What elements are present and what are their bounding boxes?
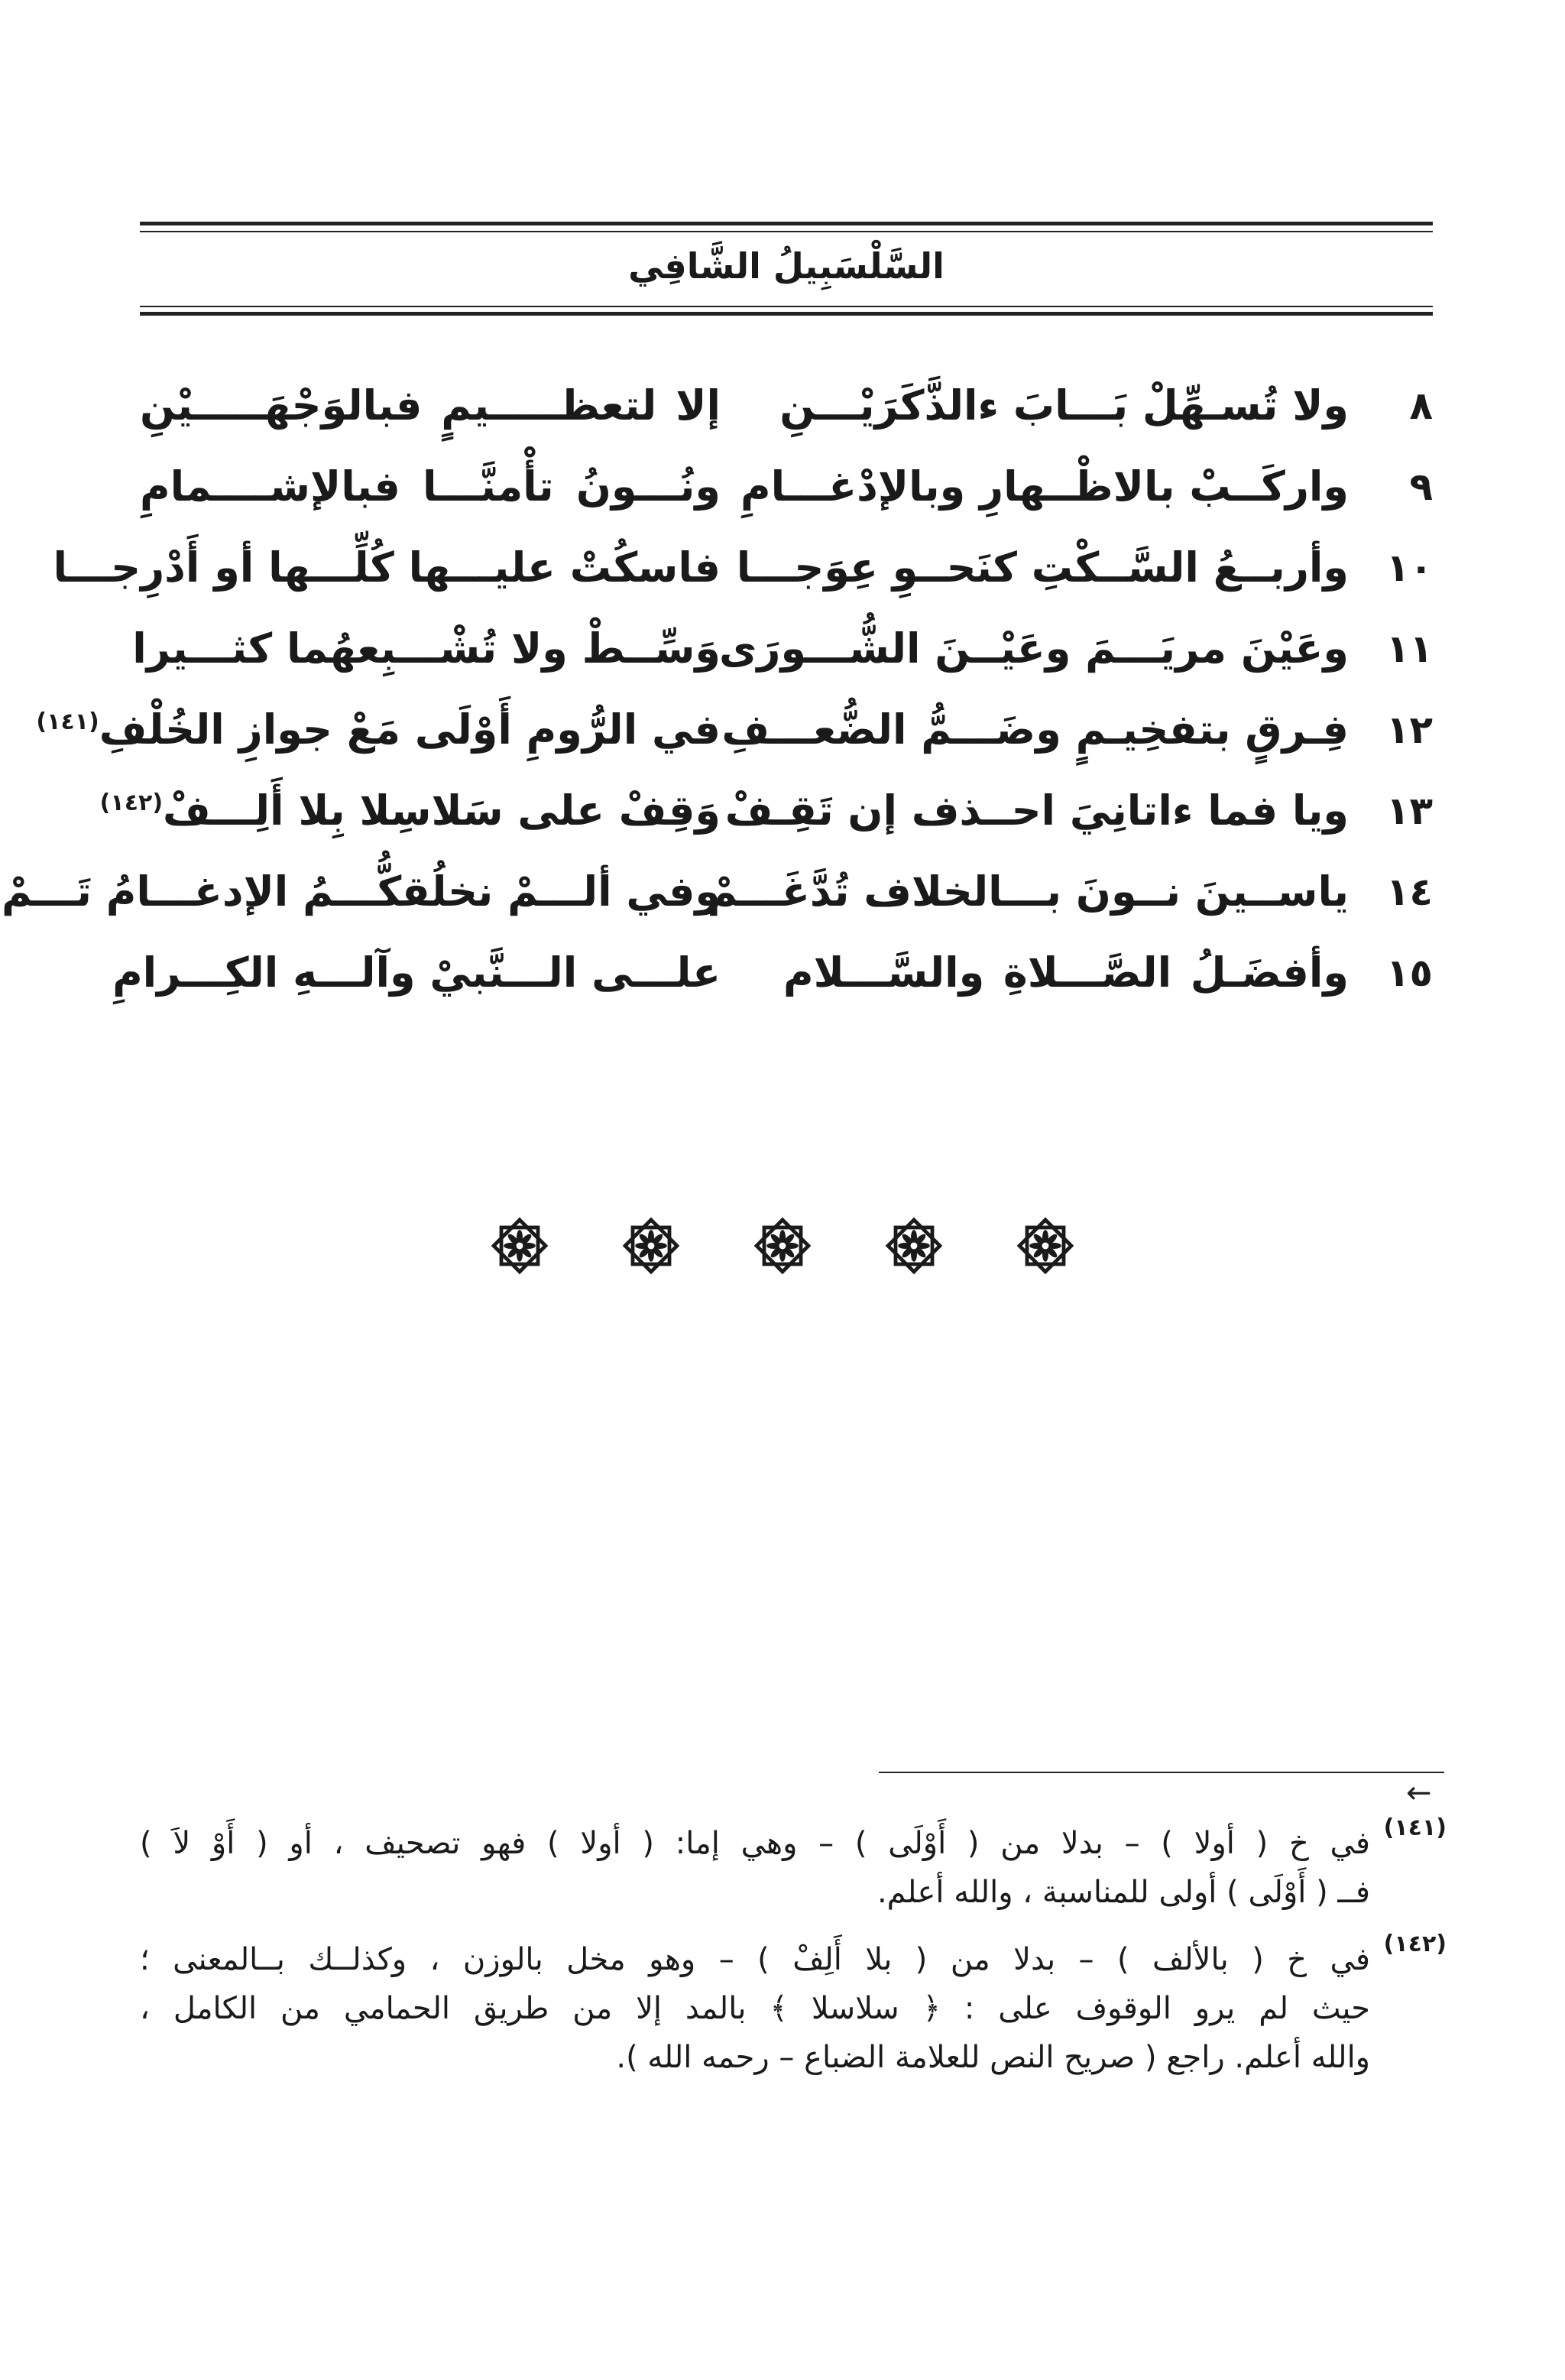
header-bottom-rule-thick — [140, 312, 1433, 316]
verse-first-hemistich: ياســينَ نــونَ بـــالخلاف تُدَّغَـــمْ — [707, 867, 1349, 916]
footnote-reference[interactable]: (١٤١) — [36, 708, 99, 735]
section-end-ornaments — [0, 1215, 1565, 1284]
verse-second-hemistich — [99, 784, 721, 838]
verse-number: ١٥ — [1385, 951, 1433, 995]
verse-line — [36, 691, 1433, 772]
verse-second-hemistich — [132, 622, 721, 676]
verse-second-text: ونُـــونُ تأْمنَّـــا فبالإشــــمامِ — [140, 462, 721, 511]
star-ornament-icon — [752, 1215, 813, 1276]
verse-line — [53, 529, 1433, 610]
footnote — [140, 1931, 1447, 2082]
verse-second-hemistich — [140, 460, 721, 514]
verse-second-hemistich — [1, 865, 721, 919]
verse-second-text: علـــى الـــنَّبيْ وآلـــهِ الكِـــرامِ — [112, 948, 721, 997]
verse-line — [132, 610, 1433, 691]
verse-number: ٩ — [1409, 465, 1433, 509]
verse-second-text: وَقِفْ على سَلاسِلا بِلا أَلِـــفْ — [163, 786, 721, 835]
footnote — [140, 1814, 1447, 1917]
verse-second-hemistich — [53, 541, 721, 595]
verse-number: ١١ — [1385, 627, 1433, 671]
footnote-reference[interactable]: (١٤٢) — [99, 790, 164, 816]
footnote-number: (١٤٢) — [1383, 1931, 1447, 1957]
verse-number: ٨ — [1409, 384, 1433, 428]
header-top-rule-thin — [140, 231, 1433, 232]
verse-second-text: إلا لتعظـــــيمٍ فبالوَجْهَـــــيْنِ — [140, 381, 721, 430]
verse-first-hemistich: وعَيْنَ مريَـــمَ وعَيْــنَ الشُّـــورَى — [718, 624, 1349, 673]
footnote-line: في خ ( أولا ) – بدلا من ( أَوْلَى ) – وهي إما: ( أولا ) فهو تصحيف ، أو ( أَوْ لاَ ) — [140, 1826, 1370, 1861]
star-ornament-icon — [1015, 1215, 1076, 1276]
verse-number: ١٢ — [1385, 708, 1433, 752]
verse-line — [99, 772, 1433, 853]
verse-line — [140, 448, 1433, 529]
footnote-line: فــ ( أَوْلَى ) أولى للمناسبة ، والله أعلم. — [876, 1875, 1370, 1910]
star-ornament-icon — [489, 1215, 550, 1276]
footnote-separator — [879, 1772, 1444, 1773]
verse-second-text: وفي ألـــمْ نخلُقكُّـــمُ الإدغـــامُ تَـــمْ — [1, 867, 721, 916]
verse-second-hemistich — [36, 703, 721, 757]
continuation-arrow-icon: ← — [1406, 1775, 1432, 1811]
verse-first-hemistich: واركَــبْ بالاظْــهارِ وبالإدْغـــامِ — [740, 462, 1349, 511]
verse-list — [1, 367, 1433, 1015]
verse-second-text: وَسِّــطْ ولا تُشْـــبِعهُما كثـــيرا — [132, 624, 721, 673]
verse-second-hemistich — [112, 946, 721, 1000]
verse-line — [140, 367, 1433, 448]
verse-number: ١٠ — [1385, 546, 1433, 590]
footnote-line: والله أعلم. راجع ( صريح النص للعلامة الضباع – رحمه الله ). — [616, 2040, 1370, 2075]
verse-first-hemistich: وأفضَـلُ الصَّـــلاةِ والسَّـــلام — [783, 948, 1349, 997]
footnote-line: حيث لم يرو الوقوف على : ﴿ سلاسلا ﴾ بالمد إلا من طريق الحمامي من الكامل ، — [140, 1991, 1370, 2026]
running-head-title: السَّلْسَبِيلُ الشَّافِي — [628, 245, 945, 287]
verse-number: ١٤ — [1385, 870, 1433, 914]
verse-first-hemistich: وأربــعُ السَّــكْتِ كنَحــوِ عِوَجـــا — [736, 543, 1349, 592]
star-ornament-icon — [620, 1215, 682, 1276]
star-ornament-icon — [883, 1215, 945, 1276]
footnote-number: (١٤١) — [1383, 1814, 1447, 1841]
verse-line — [112, 934, 1433, 1015]
verse-first-hemistich: فِـرقٍ بتفخِيـمٍ وضَـــمُّ الضُّعـــفِ — [721, 705, 1349, 754]
header-top-rule-thick — [140, 222, 1433, 225]
verse-first-hemistich: ويا فما ءاتانِيَ احــذف إن تَقِـفْ — [724, 786, 1349, 835]
verse-second-text: فاسكُتْ عليـــها كُلِّـــها أو أَدْرِجـــا — [53, 543, 721, 592]
verse-second-hemistich — [140, 379, 721, 433]
header-bottom-rule-thin — [140, 306, 1433, 307]
verse-second-text: في الرُّومِ أَوْلَى مَعْ جوازِ الخُلْفِ — [99, 705, 721, 754]
verse-line — [1, 853, 1433, 934]
verse-first-hemistich: ولا تُسـهِّلْ بَـــابَ ءالذَّكَرَيْـــنِ — [779, 381, 1349, 430]
verse-number: ١٣ — [1385, 789, 1433, 833]
footnote-line: في خ ( بالألف ) – بدلا من ( بلا أَلِفْ ) – وهو مخل بالوزن ، وكذلــك بــالمعنى ؛ — [140, 1942, 1370, 1977]
footnotes — [140, 1814, 1447, 2100]
